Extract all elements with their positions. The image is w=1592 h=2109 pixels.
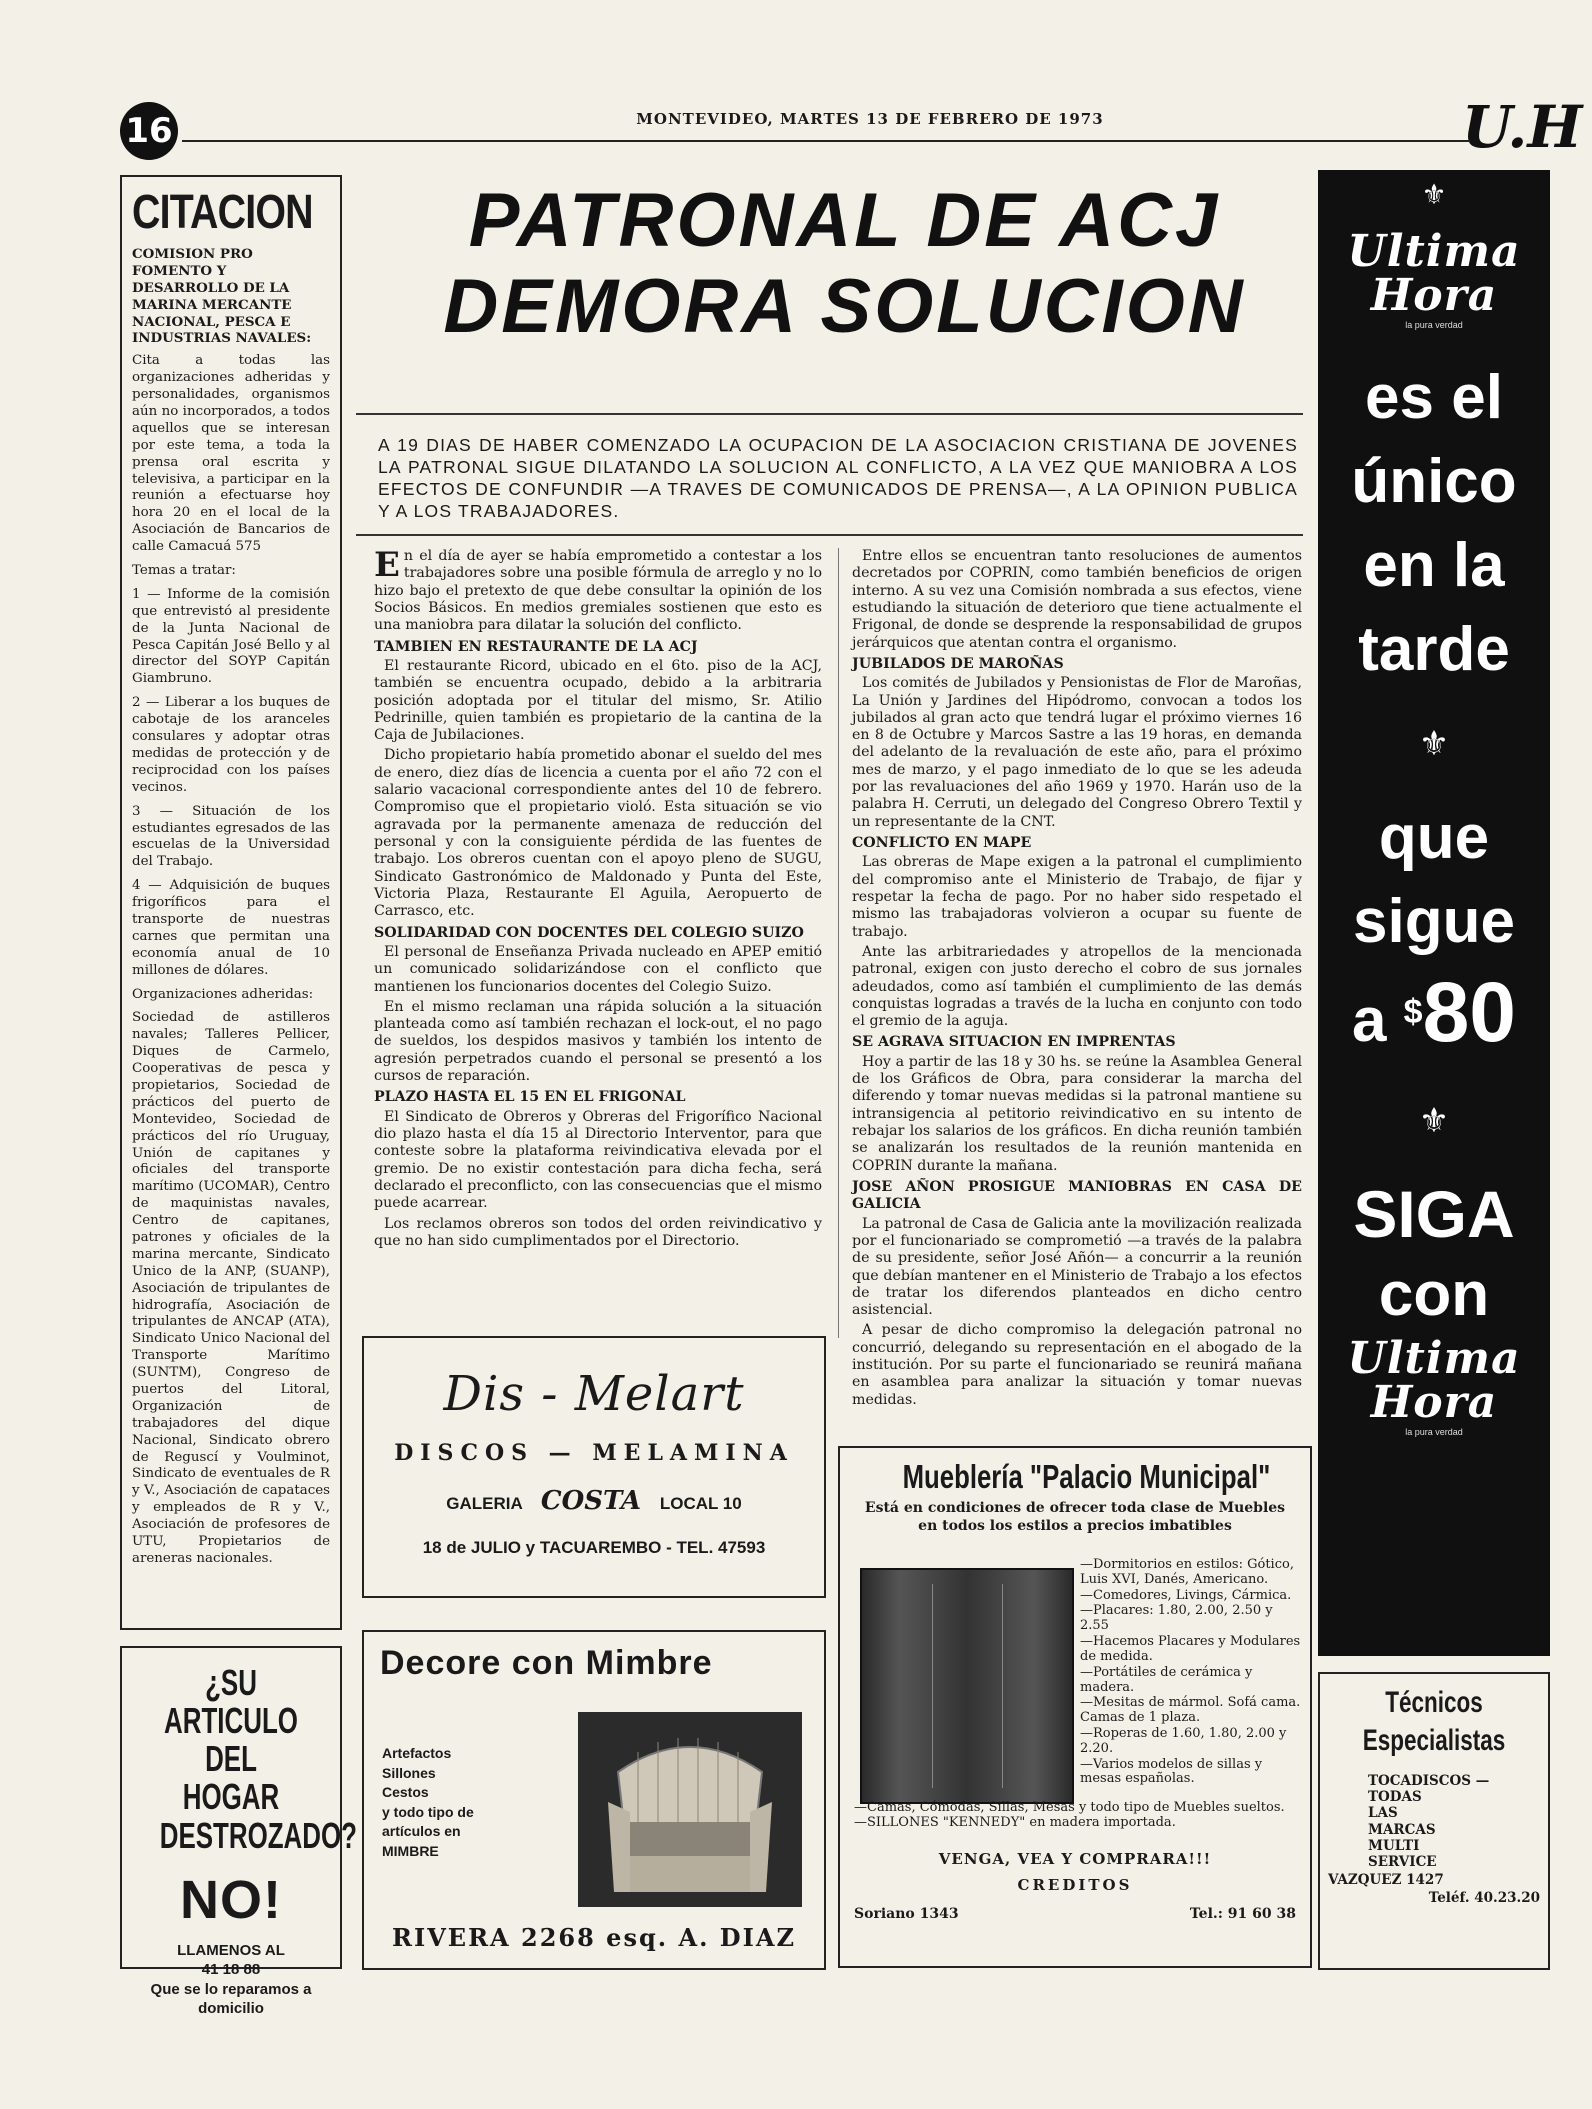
muebleria-item: —Portátiles de cerámica y madera. <box>1080 1664 1253 1695</box>
uh-price-prefix: a <box>1351 986 1387 1055</box>
article-column-2 <box>852 548 1302 1428</box>
article-paragraph: En el mismo reclaman una rápida solución a la situación planteada como así también rechazan el lock-out, el no pago de sueldos, los despidos masivos y también los intento de agresión perpetrados cuando el personal se presentó a los cursos de reparación. <box>374 998 822 1085</box>
mimbre-address: RIVERA 2268 esq. A. DIAZ <box>392 1923 796 1952</box>
article-subheading: CONFLICTO EN MAPE <box>852 835 1032 851</box>
masthead-logo-mark: U.H <box>1462 93 1583 161</box>
muebleria-ad <box>838 1446 1312 1968</box>
hogar-ad-phone: 41 18 88 <box>201 1961 261 1979</box>
muebleria-extra-item: —Camas, Cómodas, Sillas, Mesas y todo tipo de Muebles sueltos. <box>854 1800 1285 1815</box>
muebleria-address: Soriano 1343 <box>854 1906 959 1922</box>
citacion-paragraph: 2 — Liberar a los buques de cabotaje de los aranceles consulares y adoptar otras medidas de protección y de reciprocidad con los países vecinos. <box>132 695 330 795</box>
uh-line: con <box>1378 1260 1490 1329</box>
mimbre-title: Decore con Mimbre <box>380 1644 713 1682</box>
muebleria-title: Mueblería "Palacio Municipal" <box>902 1458 1271 1495</box>
melart-galeria <box>378 1486 810 1516</box>
mimbre-items <box>382 1744 532 1862</box>
melart-galeria-label: GALERIA <box>446 1494 523 1513</box>
wicker-chair-image <box>578 1712 802 1907</box>
article-headline <box>382 178 1307 350</box>
citacion-paragraph: 1 — Informe de la comisión que entrevistó al presidente de la Junta Nacional de Pesca Capitán José Bello y al director del SOYP Capitán Giambruno. <box>132 586 330 687</box>
mimbre-item: Artefactos <box>382 1745 452 1761</box>
article-paragraph: Los comités de Jubilados y Pensionistas de Flor de Maroñas, La Unión y Jardines del Hipódromo, convocan a todos los jubilados al gran acto que tendrá lugar el próximo viernes 16 en 8 de Octubre y Marcos Sastre a las 19 horas, en demanda del adelanto de la revaluación de este año, para el próximo mes de marzo, y el pago inmediato de lo que se les adeuda por las revaluaciones del año 1969 y 1970. Harán uso de la palabra H. Cerruti, un delegado del Congreso Obrero Textil y un representante de la CNT. <box>852 675 1302 830</box>
article-subheading: TAMBIEN EN RESTAURANTE DE LA ACJ <box>374 638 698 655</box>
article-paragraph: Los reclamos obreros son todos del orden reivindicativo y que no han sido cumplimentados por el Directorio. <box>374 1215 822 1249</box>
mimbre-item: y todo tipo de <box>382 1803 474 1820</box>
tecnicos-item: MARCAS <box>1368 1821 1436 1838</box>
mimbre-item: MIMBRE <box>382 1842 439 1859</box>
muebleria-credit: CREDITOS <box>1017 1876 1133 1894</box>
uh-line: que <box>1378 803 1490 872</box>
melart-ad <box>362 1336 826 1598</box>
melart-logo: Dis - Melart <box>443 1366 745 1422</box>
uh-price <box>1318 964 1550 1069</box>
citacion-paragraph: Temas a tratar: <box>132 563 236 579</box>
tecnicos-item: SERVICE <box>1368 1853 1437 1870</box>
tecnicos-ad <box>1318 1672 1550 1970</box>
hogar-ad-call: LLAMENOS AL <box>177 1941 285 1959</box>
page-number: 16 <box>120 102 178 160</box>
muebleria-extra <box>854 1800 1300 1830</box>
article-paragraph: Ante las arbitrariedades y atropellos de la mencionada patronal, exigen con justo derecho el cobro de sus jornales adeudados, como así también el cumplimiento de las demás conquistas logradas a través de la lucha en conjunto con todo el gremio de la aguja. <box>852 943 1302 1030</box>
mimbre-item: Cestos <box>382 1784 429 1801</box>
hogar-ad-title: ¿SU ARTICULO DEL HOGAR DESTROZADO? <box>159 1662 357 1856</box>
citacion-paragraph: Sociedad de astilleros navales; Talleres Pellicer, Diques de Carmelo, Cooperativas de pesca y propietarios, Sociedad de prácticos del puerto de Montevideo, Sociedad de prácticos del río Uruguay, Unión de capitanes y oficiales del transporte marítimo (UCOMAR), Centro de maquinistas navales, Centro de capitanes, patrones y oficiales de la marina mercante, Sindicato Unico de la ANP, (SUANP), Asociación de tripulantes de hidrografía, Asociación de tripulantes de ANCAP (ATA), Sindicato Unico Nacional del Transporte Marítimo (SUNTM), Congreso de puertos del Litoral, Organización de trabajadores del dique Nacional, Sindicato obrero de Reguscí y Voulminot, Sindicato de eventuales de R y V., Asociación de capataces y empleados de R y V., Asociación de profesores de UTU, Propietarios de areneras nacionales. <box>132 1010 330 1566</box>
citacion-notice <box>120 175 342 1630</box>
citacion-paragraph: 4 — Adquisición de buques frigoríficos para el transporte de nuestras carnes que permitan una economía anual de 10 millones de dólares. <box>132 878 330 978</box>
article-subhead: A 19 DIAS DE HABER COMENZADO LA OCUPACION DE LA ASOCIACION CRISTIANA DE JOVENES LA PATRONAL SIGUE DILATANDO LA SOLUCION AL CONFLICTO, A LA VEZ QUE MANIOBRA A LOS EFECTOS DE CONFUNDIR —A TRAVES DE COMUNICADOS DE PRENSA—, A LA OPINION PUBLICA Y A LOS TRABAJADORES. <box>378 435 1298 521</box>
hogar-repair-ad <box>120 1646 357 2018</box>
muebleria-item: —Placares: 1.80, 2.00, 2.50 y 2.55 <box>1080 1603 1273 1634</box>
fleur-ornament-icon: ⚜ <box>1418 1101 1450 1141</box>
citacion-intro: COMISION PRO FOMENTO Y DESARROLLO DE LA MARINA MERCANTE NACIONAL, PESCA E INDUSTRIAS NAVALES: <box>132 246 312 347</box>
melart-address: 18 de JULIO y TACUAREMBO - TEL. 47593 <box>422 1538 766 1557</box>
muebleria-item: —Roperas de 1.60, 1.80, 2.00 y 2.20. <box>1080 1725 1287 1756</box>
muebleria-item: —Dormitorios en estilos: Gótico, Luis XVI, Danés, Americano. <box>1080 1557 1294 1587</box>
mimbre-item: artículos en <box>382 1823 461 1840</box>
dateline: MONTEVIDEO, MARTES 13 DE FEBRERO DE 1973 <box>636 110 1104 128</box>
uh-line: en la <box>1363 531 1505 600</box>
muebleria-item: —Comedores, Livings, Cármica. <box>1080 1587 1292 1603</box>
muebleria-intro: Está en condiciones de ofrecer toda clase de Muebles en todos los estilos a precios imbatibles <box>864 1500 1286 1534</box>
ultima-hora-ad <box>1318 170 1550 1656</box>
citacion-paragraph: 3 — Situación de los estudiantes egresados de las escuelas de la Universidad del Trabajo. <box>132 803 330 870</box>
article-lead-paragraph: En el día de ayer se había emprometido a contestar a los trabajadores sobre una posible fórmula de arreglo y no lo hizo bajo el pretexto de que debe consultar la opinión de los Socios Básicos. En medios gremiales sostienen que esto es una maniobra para dilatar la solución del conflicto. <box>374 545 822 634</box>
ultima-hora-logo-tag: la pura verdad <box>1405 320 1463 330</box>
article-paragraph: El personal de Enseñanza Privada nucleado en APEP emitió un comunicado solidarizándose con el conflicto que mantienen los funcionarios docentes del Colegio Suizo. <box>374 943 822 995</box>
ultima-hora-logo: Ultima Hora <box>1347 1333 1521 1428</box>
uh-price-currency: $ <box>1403 993 1423 1031</box>
muebleria-footer <box>854 1906 1296 1922</box>
article-subheading: JOSE AÑON PROSIGUE MANIOBRAS EN CASA DE GALICIA <box>852 1178 1302 1213</box>
ultima-hora-logo-tag: la pura verdad <box>1405 1427 1463 1437</box>
ultima-hora-logo: Ultima Hora <box>1347 226 1521 321</box>
muebleria-cta: VENGA, VEA Y COMPRARA!!! <box>938 1850 1212 1868</box>
fleur-ornament-icon: ⚜ <box>1421 178 1447 211</box>
article-paragraph: Entre ellos se encuentran tanto resoluciones de aumentos decretados por COPRIN, como también beneficios de origen interno. A su vez una Comisión nombrada a sus efectos, viene estudiando la situación de deterioro que tiene actualmente el Frigonal, de donde se desprende la responsabilidad de grupos jerárquicos que atentan contra el organismo. <box>852 548 1302 651</box>
citacion-paragraph: Cita a todas las organizaciones adheridas y personalidades, organismos aún no incorporados, a todos aquellos que se interesan por este tema, a toda la prensa oral escrita y televisiva, a participar en la reunión a efectuarse hoy hora 20 en el local de la Asociación de Bancarios de calle Camacuá 575 <box>132 353 330 555</box>
headline-line-2: DEMORA SOLUCION <box>443 264 1246 349</box>
citacion-title: CITACION <box>132 186 313 239</box>
muebleria-items <box>1080 1558 1304 1788</box>
hogar-ad-note: Que se lo reparamos a domicilio <box>150 1980 312 2018</box>
article-subheading: SOLIDARIDAD CON DOCENTES DEL COLEGIO SUIZO <box>374 924 804 941</box>
melart-local: LOCAL 10 <box>659 1494 742 1513</box>
article-paragraph: El restaurante Ricord, ubicado en el 6to. piso de la ACJ, también se encuentra ocupado, debido a la arbitraria posición adoptada por el titular del mismo, Sr. Atilio Pedrinille, quien también es propietario de la cantina de la Caja de Jubilaciones. <box>374 657 822 744</box>
hogar-ad-answer: NO! <box>180 1869 282 1930</box>
muebleria-extra-item: —SILLONES "KENNEDY" en madera importada. <box>854 1815 1176 1831</box>
uh-line: sigue <box>1353 887 1515 956</box>
article-paragraph: A pesar de dicho compromiso la delegación patronal no concurrió, delegando su representación en el abogado de la institución. Por su parte el funcionariado se reunirá mañana en asamblea para analizar la situación y tomar nuevas medidas. <box>852 1322 1302 1408</box>
header-rule <box>182 140 1470 142</box>
fleur-ornament-icon: ⚜ <box>1418 724 1450 764</box>
melart-galeria-name: COSTA <box>540 1486 642 1516</box>
mimbre-item: Sillones <box>382 1764 436 1781</box>
citacion-paragraph: Organizaciones adheridas: <box>132 986 314 1002</box>
tecnicos-address: VAZQUEZ 1427 <box>1328 1872 1444 1889</box>
tecnicos-items <box>1368 1773 1540 1870</box>
tecnicos-title: Técnicos Especialistas <box>1362 1686 1506 1757</box>
article-paragraph: La patronal de Casa de Galicia ante la movilización realizada por el funcionariado se comprometió —a través de la palabra de su presidente, señor José Añón— a concurrir a la reunión que debían mantener en el Ministerio de Trabajo a los efectos de tratar los diferendos planteados en dicho centro asistencial. <box>852 1215 1302 1319</box>
article-subheading: JUBILADOS DE MAROÑAS <box>852 655 1064 672</box>
uh-line: es el <box>1365 363 1503 432</box>
headline-line-1: PATRONAL DE ACJ <box>468 178 1221 263</box>
muebleria-item: —Varios modelos de sillas y mesas españolas. <box>1080 1756 1263 1787</box>
article-paragraph: Las obreras de Mape exigen a la patronal el cumplimiento del compromiso ante el Ministerio de Trabajo, de fijar y respetar la fecha de pago. Por no haber sido respetado el mismo las trabajadoras volvieron a ocupar su fuente de trabajo. <box>852 854 1302 940</box>
article-subheading: PLAZO HASTA EL 15 EN EL FRIGONAL <box>374 1089 686 1106</box>
body-rule <box>356 534 1303 536</box>
tecnicos-item: TOCADISCOS — <box>1368 1773 1490 1789</box>
muebleria-item: —Hacemos Placares y Modulares de medida. <box>1080 1634 1301 1664</box>
wardrobe-image <box>860 1568 1074 1804</box>
uh-line: tarde <box>1358 615 1510 684</box>
headline-rule <box>356 413 1303 415</box>
tecnicos-item: LAS <box>1368 1805 1398 1822</box>
tecnicos-item: MULTI <box>1368 1837 1420 1854</box>
muebleria-phone: Tel.: 91 60 38 <box>1189 1906 1296 1922</box>
tecnicos-footer <box>1328 1872 1540 1906</box>
article-paragraph: Dicho propietario había prometido abonar el sueldo del mes de enero, diez días de licencia a cuenta por el año 72 con el salario vacacional correspondiente antes del 10 de febrero. Compromiso que el propietario violó. Esta situación se vio agravada por la permanente amenaza de reducción del personal y con la consiguiente pérdida de las fuentes de trabajo. Los obreros cuentan con el apoyo pleno de SUGU, Sindicato Gastronómico de Maldonado y Punta del Este, Victoria Plaza, Restaurante El Aguila, Aeropuerto de Carrasco, etc. <box>374 747 822 920</box>
article-column-1 <box>374 545 822 1358</box>
article-subheading: SE AGRAVA SITUACION EN IMPRENTAS <box>852 1034 1176 1051</box>
uh-price-value: 80 <box>1422 965 1517 1059</box>
melart-tagline: DISCOS — MELAMINA <box>394 1440 794 1466</box>
uh-siga: SIGA <box>1353 1177 1515 1251</box>
muebleria-item: —Mesitas de mármol. Sofá cama. Camas de 1 plaza. <box>1080 1695 1301 1726</box>
mimbre-ad <box>362 1630 826 1970</box>
tecnicos-phone: Teléf. 40.23.20 <box>1428 1890 1540 1907</box>
article-paragraph: El Sindicato de Obreros y Obreras del Frigorífico Nacional dio plazo hasta el día 15 al Directorio Interventor, para que conteste sobre la plataforma reivindicativa elevada por el gremio. De no existir contestación para dicha fecha, será declarado el preconflicto, con las consecuencias que el mismo puede acarrear. <box>374 1108 822 1212</box>
tecnicos-item: TODAS <box>1368 1789 1422 1806</box>
uh-line: único <box>1351 447 1517 516</box>
drop-cap: E <box>374 545 400 585</box>
column-divider <box>838 548 839 1338</box>
article-paragraph: Hoy a partir de las 18 y 30 hs. se reúne la Asamblea General de los Gráficos de Obra, para considerar la marcha del diferendo y tomar nuevas medidas si la patronal mantiene su intransigencia al petitorio reivindicativo en su intento de rebajar los salarios de los gráficos. En dicha reunión también se analizarán los resultados de la reunión mantenida en COPRIN durante la mañana. <box>852 1053 1302 1174</box>
